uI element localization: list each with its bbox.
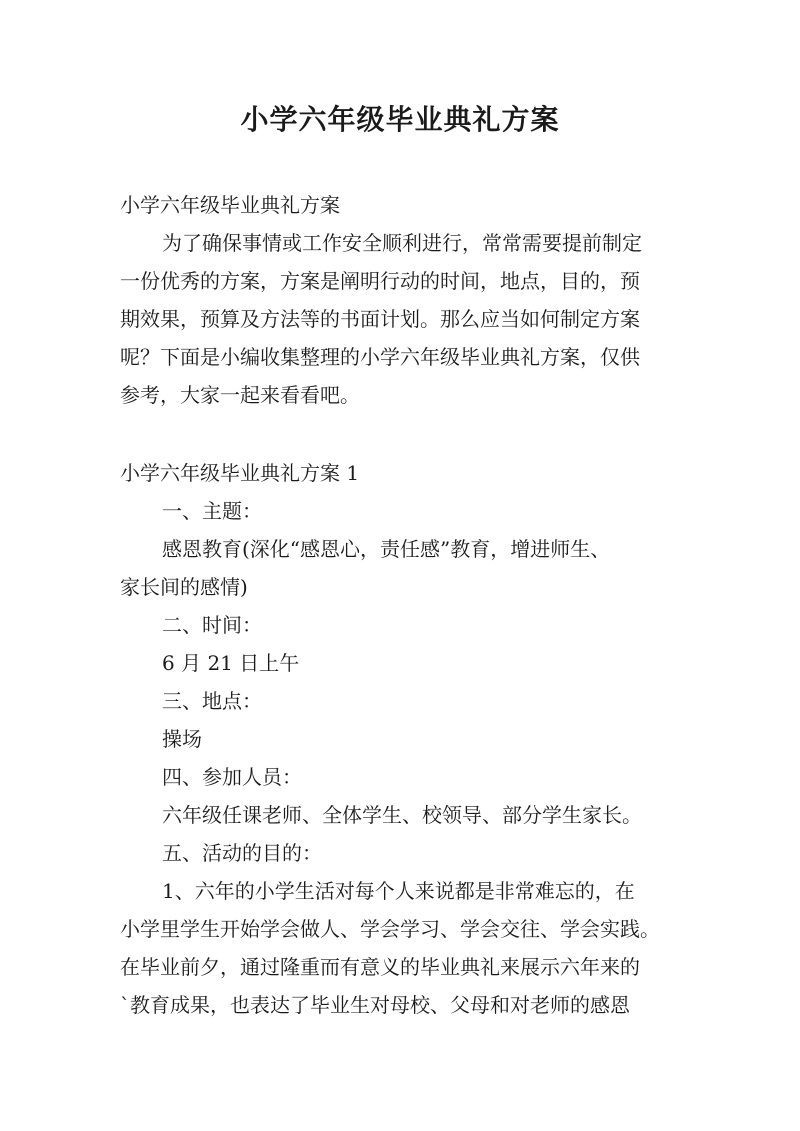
- participants-value: 六年级任课老师、全体学生、校领导、部分学生家长。: [162, 803, 642, 827]
- document-body: [120, 186, 680, 1024]
- document-subtitle: 小学六年级毕业典礼方案: [120, 193, 340, 217]
- paragraph-gap: [120, 414, 680, 454]
- document-title: 小学六年级毕业典礼方案: [240, 103, 560, 136]
- intro-line: 呢？下面是小编收集整理的小学六年级毕业典礼方案，仅供: [120, 345, 640, 369]
- time-heading: 二、时间：: [162, 613, 262, 637]
- place-value: 操场: [162, 727, 202, 751]
- participants-heading: 四、参加人员：: [162, 765, 302, 789]
- section-heading: 小学六年级毕业典礼方案 1: [120, 461, 360, 485]
- purpose-line: 小学里学生开始学会做人、学会学习、学会交往、学会实践。: [120, 917, 660, 941]
- place-heading: 三、地点：: [162, 689, 262, 713]
- intro-line: 为了确保事情或工作安全顺利进行，常常需要提前制定: [162, 231, 642, 255]
- purpose-line: `教育成果，也表达了毕业生对母校、父母和对老师的感恩: [120, 993, 630, 1017]
- intro-line: 参考，大家一起来看看吧。: [120, 383, 360, 407]
- time-value: 6 月 21 日上午: [162, 651, 300, 675]
- purpose-line: 在毕业前夕，通过隆重而有意义的毕业典礼来展示六年来的: [120, 955, 640, 979]
- purpose-heading: 五、活动的目的：: [162, 841, 322, 865]
- intro-line: 一份优秀的方案，方案是阐明行动的时间，地点，目的，预: [120, 269, 640, 293]
- theme-line: 感恩教育(深化“感恩心，责任感”教育，增进师生、: [162, 537, 611, 561]
- intro-line: 期效果，预算及方法等的书面计划。那么应当如何制定方案: [120, 307, 640, 331]
- theme-heading: 一、主题：: [162, 499, 262, 523]
- purpose-line: 1、六年的小学生活对每个人来说都是非常难忘的，在: [162, 879, 635, 903]
- theme-line: 家长间的感情): [120, 575, 248, 599]
